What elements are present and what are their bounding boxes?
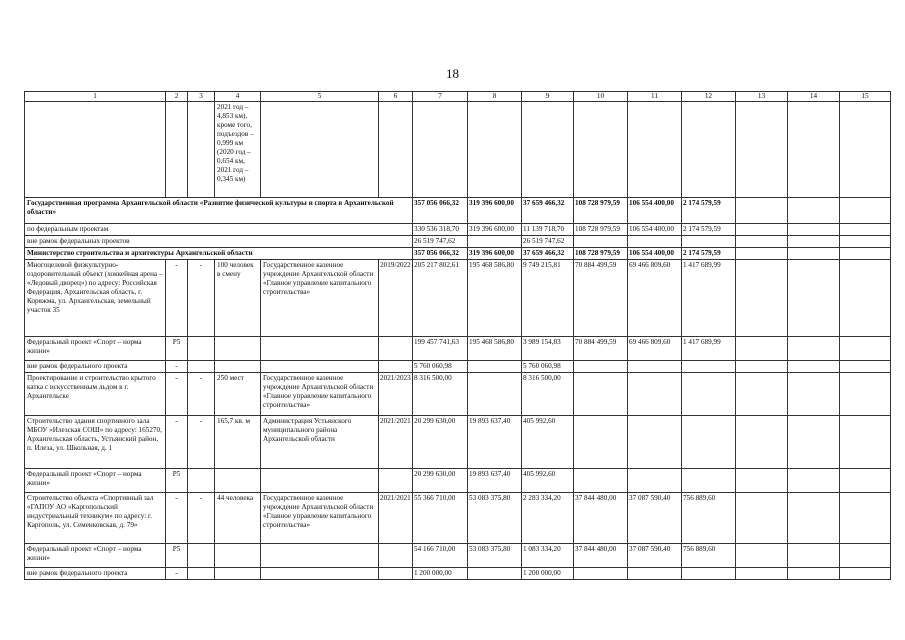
amount-cell: 319 396 600,00 — [468, 248, 522, 260]
empty-cell — [840, 469, 891, 493]
outside-fed-row — [25, 236, 891, 248]
amount-cell: 3 989 154,83 — [522, 337, 574, 361]
code-cell — [188, 568, 215, 580]
amount-cell: 53 083 375,80 — [468, 493, 522, 544]
empty-cell — [840, 260, 891, 337]
amount-cell — [682, 361, 736, 373]
col-header: 9 — [522, 92, 574, 102]
amount-cell — [574, 236, 628, 248]
code-cell: - — [188, 493, 215, 544]
period-cell: 2021/2021 — [379, 493, 413, 544]
capacity-cell — [215, 544, 261, 568]
amount-cell: 106 554 400,00 — [628, 224, 682, 236]
period-cell: 2021/2023 — [379, 373, 413, 416]
table-row — [25, 361, 891, 373]
empty-cell — [840, 544, 891, 568]
amount-cell: 756 889,60 — [682, 544, 736, 568]
code-cell: - — [166, 373, 188, 416]
amount-cell: 2 174 579,59 — [682, 224, 736, 236]
empty-cell — [788, 493, 840, 544]
amount-cell: 19 893 637,40 — [468, 469, 522, 493]
customer-cell: Государственное казенное учреждение Архангельской области «Главное управление капитального строительства» — [261, 493, 379, 544]
amount-cell: 8 316 500,00 — [413, 373, 468, 416]
period-cell — [379, 544, 413, 568]
amount-cell — [682, 416, 736, 469]
object-name: Федеральный проект «Спорт – норма жизни» — [25, 544, 166, 568]
row-label: вне рамок федеральных проектов — [25, 236, 413, 248]
capacity-cell — [215, 361, 261, 373]
amount-cell: 20 299 630,00 — [413, 416, 468, 469]
amount-cell: 9 749 215,81 — [522, 260, 574, 337]
period-cell — [379, 361, 413, 373]
empty-cell — [788, 416, 840, 469]
empty-cell — [736, 544, 788, 568]
code-cell: - — [166, 416, 188, 469]
object-name: Строительство объекта «Спортивный зал «ГАПОУ АО «Каргопольский индустриальный техникум» по адресу: г. Каргополь, ул. Семенковская, д. 79» — [25, 493, 166, 544]
period-cell: 2021/2021 — [379, 416, 413, 469]
code-cell: P5 — [166, 544, 188, 568]
customer-cell: Государственное казенное учреждение Архангельской области «Главное управление капитального строительства» — [261, 260, 379, 337]
col-header: 15 — [840, 92, 891, 102]
col-header: 10 — [574, 92, 628, 102]
customer-cell: Государственное казенное учреждение Архангельской области «Главное управление капитального строительства» — [261, 373, 379, 416]
amount-cell: 330 536 318,70 — [413, 224, 468, 236]
col-header: 6 — [379, 92, 413, 102]
amount-cell: 55 366 710,00 — [413, 493, 468, 544]
fed-projects-row — [25, 224, 891, 236]
amount-cell: 37 844 480,00 — [574, 493, 628, 544]
object-name: Строительство здания спортивного зала МБОУ «Илезская СОШ» по адресу: 165270, Архангельская область, Устьянский район, п. Илеза, ул. Школьная, д. 1 — [25, 416, 166, 469]
period-cell — [379, 469, 413, 493]
empty-cell — [736, 493, 788, 544]
amount-cell — [682, 469, 736, 493]
col-header: 7 — [413, 92, 468, 102]
amount-cell: 106 554 400,00 — [628, 198, 682, 224]
object-name: вне рамок федерального проекта — [25, 361, 166, 373]
page-number: 18 — [446, 66, 459, 81]
amount-cell: 199 457 741,63 — [413, 337, 468, 361]
table-row — [25, 568, 891, 580]
amount-cell — [682, 568, 736, 580]
amount-cell: 1 417 689,99 — [682, 260, 736, 337]
amount-cell: 5 760 060,98 — [522, 361, 574, 373]
amount-cell: 37 844 480,00 — [574, 544, 628, 568]
col-header: 8 — [468, 92, 522, 102]
code-cell — [188, 544, 215, 568]
empty-cell — [736, 337, 788, 361]
amount-cell: 2 174 579,59 — [682, 248, 736, 260]
table-row — [25, 544, 891, 568]
col-header: 1 — [25, 92, 166, 102]
table-row — [25, 260, 891, 337]
amount-cell: 106 554 400,00 — [628, 248, 682, 260]
amount-cell — [574, 361, 628, 373]
empty-cell — [736, 361, 788, 373]
object-name: Федеральный проект «Спорт – норма жизни» — [25, 337, 166, 361]
object-name: Многоцелевой физкультурно-оздоровительный объект (хоккейная арена – «Ледовый дворец») по адресу: Российская Федерация, Архангельская область, г. Коряжма, ул. Архангельская, земельный участок 35 — [25, 260, 166, 337]
amount-cell — [628, 469, 682, 493]
table-row — [25, 337, 891, 361]
ministry-total-row — [25, 248, 891, 260]
code-cell: P5 — [166, 337, 188, 361]
amount-cell: 37 659 466,32 — [522, 198, 574, 224]
capacity-cell: 100 человек в смену — [215, 260, 261, 337]
period-cell — [379, 337, 413, 361]
code-cell: - — [166, 568, 188, 580]
amount-cell: 205 217 802,61 — [413, 260, 468, 337]
empty-cell — [788, 260, 840, 337]
empty-cell — [788, 469, 840, 493]
empty-cell — [736, 416, 788, 469]
period-cell — [379, 568, 413, 580]
col-header: 11 — [628, 92, 682, 102]
ministry-title: Министерство строительства и архитектуры Архангельской области — [25, 248, 413, 260]
amount-cell — [574, 416, 628, 469]
customer-cell — [261, 544, 379, 568]
empty-cell — [736, 373, 788, 416]
row-label: по федеральным проектам — [25, 224, 413, 236]
code-cell — [188, 361, 215, 373]
empty-cell — [788, 544, 840, 568]
capacity-cell: 44 человека — [215, 493, 261, 544]
amount-cell — [574, 469, 628, 493]
object-name: Проектирование и строительство крытого катка с искусственным льдом в г. Архангельске — [25, 373, 166, 416]
code-cell: P5 — [166, 469, 188, 493]
code-cell: - — [188, 260, 215, 337]
code-cell — [188, 469, 215, 493]
amount-cell: 405 992,60 — [522, 416, 574, 469]
amount-cell — [628, 361, 682, 373]
table-row — [25, 416, 891, 469]
program-title: Государственная программа Архангельской области «Развитие физической культуры и спорта в Архангельской области» — [25, 198, 413, 224]
amount-cell: 70 884 499,59 — [574, 337, 628, 361]
capacity-cell: 165,7 кв. м — [215, 416, 261, 469]
program-total-row — [25, 198, 891, 224]
amount-cell: 357 056 066,32 — [413, 248, 468, 260]
amount-cell: 37 087 590,40 — [628, 544, 682, 568]
code-cell: - — [188, 416, 215, 469]
empty-cell — [788, 568, 840, 580]
amount-cell — [468, 568, 522, 580]
amount-cell: 8 316 500,00 — [522, 373, 574, 416]
capacity-cell — [215, 568, 261, 580]
code-cell: - — [166, 493, 188, 544]
continuation-note: 2021 год – 4,853 км), кроме того, подъездов – 0,999 км (2020 год – 0,654 км, 2021 год – 0,345 км) — [215, 102, 261, 198]
empty-cell — [840, 493, 891, 544]
amount-cell: 26 519 747,62 — [413, 236, 468, 248]
col-header: 4 — [215, 92, 261, 102]
amount-cell — [682, 236, 736, 248]
customer-cell: Администрация Устьянского муниципального района Архангельской области — [261, 416, 379, 469]
amount-cell: 2 174 579,59 — [682, 198, 736, 224]
amount-cell: 2 283 334,20 — [522, 493, 574, 544]
amount-cell — [574, 568, 628, 580]
customer-cell — [261, 337, 379, 361]
customer-cell — [261, 361, 379, 373]
amount-cell — [468, 361, 522, 373]
empty-cell — [840, 373, 891, 416]
amount-cell: 756 889,60 — [682, 493, 736, 544]
empty-cell — [840, 416, 891, 469]
amount-cell: 70 884 499,59 — [574, 260, 628, 337]
continuation-row — [25, 102, 891, 198]
amount-cell: 405 992,60 — [522, 469, 574, 493]
empty-cell — [736, 568, 788, 580]
amount-cell: 1 200 000,00 — [413, 568, 468, 580]
capacity-cell: 250 мест — [215, 373, 261, 416]
amount-cell: 37 659 466,32 — [522, 248, 574, 260]
col-header: 13 — [736, 92, 788, 102]
col-header: 14 — [788, 92, 840, 102]
amount-cell: 11 139 718,70 — [522, 224, 574, 236]
period-cell: 2019/2022 — [379, 260, 413, 337]
capacity-cell — [215, 469, 261, 493]
amount-cell: 20 299 630,00 — [413, 469, 468, 493]
amount-cell — [628, 373, 682, 416]
amount-cell: 1 083 334,20 — [522, 544, 574, 568]
amount-cell — [468, 236, 522, 248]
col-header: 3 — [188, 92, 215, 102]
amount-cell — [628, 236, 682, 248]
code-cell: - — [188, 373, 215, 416]
customer-cell — [261, 469, 379, 493]
amount-cell: 26 519 747,62 — [522, 236, 574, 248]
object-name: Федеральный проект «Спорт – норма жизни» — [25, 469, 166, 493]
amount-cell: 1 417 689,99 — [682, 337, 736, 361]
code-cell — [188, 337, 215, 361]
empty-cell — [788, 361, 840, 373]
amount-cell: 108 728 979,59 — [574, 198, 628, 224]
column-number-row — [25, 92, 891, 102]
amount-cell: 195 468 586,80 — [468, 260, 522, 337]
col-header: 12 — [682, 92, 736, 102]
amount-cell — [468, 373, 522, 416]
amount-cell: 319 396 600,00 — [468, 224, 522, 236]
empty-cell — [736, 260, 788, 337]
amount-cell — [628, 568, 682, 580]
budget-table — [24, 91, 891, 580]
col-header: 5 — [261, 92, 379, 102]
amount-cell: 54 166 710,00 — [413, 544, 468, 568]
amount-cell: 108 728 979,59 — [574, 248, 628, 260]
empty-cell — [788, 337, 840, 361]
empty-cell — [736, 469, 788, 493]
amount-cell: 19 893 637,40 — [468, 416, 522, 469]
customer-cell — [261, 568, 379, 580]
capacity-cell — [215, 337, 261, 361]
amount-cell — [574, 373, 628, 416]
code-cell: - — [166, 260, 188, 337]
amount-cell: 195 468 586,80 — [468, 337, 522, 361]
amount-cell: 357 056 066,32 — [413, 198, 468, 224]
empty-cell — [840, 361, 891, 373]
amount-cell: 319 396 600,00 — [468, 198, 522, 224]
object-name: вне рамок федерального проекта — [25, 568, 166, 580]
table-row — [25, 493, 891, 544]
table-row — [25, 469, 891, 493]
empty-cell — [788, 373, 840, 416]
amount-cell — [682, 373, 736, 416]
code-cell: - — [166, 361, 188, 373]
amount-cell: 69 466 809,60 — [628, 260, 682, 337]
amount-cell: 69 466 809,60 — [628, 337, 682, 361]
amount-cell: 37 087 590,40 — [628, 493, 682, 544]
table-row — [25, 373, 891, 416]
amount-cell: 1 200 000,00 — [522, 568, 574, 580]
amount-cell: 5 760 060,98 — [413, 361, 468, 373]
amount-cell — [628, 416, 682, 469]
col-header: 2 — [166, 92, 188, 102]
empty-cell — [840, 337, 891, 361]
amount-cell: 53 083 375,80 — [468, 544, 522, 568]
amount-cell: 108 728 979,59 — [574, 224, 628, 236]
empty-cell — [840, 568, 891, 580]
